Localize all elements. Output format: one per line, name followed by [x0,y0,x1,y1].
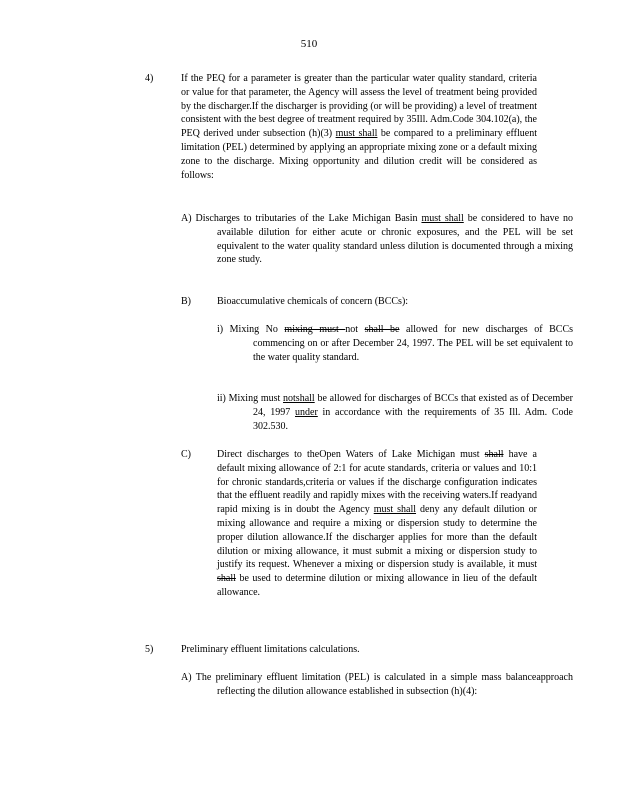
item-4a-paragraph [181,212,573,267]
item-4b-ii-inserted-under: under [295,406,318,418]
item-4c-text-a: Direct discharges to theOpen Waters of Lake Michigan must [217,449,485,460]
item-4a-text-a: Discharges to tributaries of the Lake Michigan Basin [195,213,422,224]
item-4b-i-deleted-shall-be: shall be [364,324,400,335]
item-5a-paragraph [181,671,573,699]
item-4b-i-text-b: not [345,324,365,335]
item-4c-label: C) [181,449,191,460]
item-4c-paragraph [217,448,537,600]
item-4c-text-d: be used to determine dilution or mixing allowance in lieu of the default allowance. [217,573,537,598]
item-4-paragraph [181,72,537,182]
item-4b-i-paragraph [217,323,573,364]
item-5-number: 5) [145,644,154,655]
item-4c-deleted-shall-1: shall [484,449,504,460]
item-4b-i-label: i) [217,324,224,335]
item-4c-text-c: deny any default dilution or mixing allowance and require a mixing or dispersion study to determine the proper dilution allowance.If the discharger applies for more than the default dilution or mixing allowance, it must submit a mixing or dispersion study to justify its request. Whenever a mixing or dispersion study is available, it must [217,504,537,571]
item-4c-deleted-shall-2: shall [217,573,236,585]
item-4b-ii-inserted: notshall [283,393,315,404]
item-4b-i-text-a: Mixing No [229,324,285,335]
item-4b-ii-label: ii) [217,393,226,404]
item-4b-i-deleted-mixing-must: mixing must [284,324,346,335]
item-4b-ii-paragraph [217,392,573,433]
item-4a-inserted-shall: must shall [421,213,464,224]
item-4c-inserted-must: must shall [373,504,417,516]
item-4b-label: B) [181,296,191,307]
page-number: 510 [300,38,318,50]
item-4a-text-b: be considered to have no available dilution for either acute or chronic exposures, and the PEL will be set equivalent to the water quality standard unless dilution is documented through a mixing zone study. [217,213,573,266]
item-4b-heading: Bioaccumulative chemicals of concern (BCCs): [217,296,409,307]
item-4-number: 4) [145,73,154,84]
item-4-text-b: be compared to a preliminary effluent limitation (PEL) determined by applying an appropriate mixing zone or a default mixing zone to the discharge. Mixing opportunity and dilution credit will be considered as follows: [181,128,537,181]
item-4-inserted-shall: must shall [335,128,378,140]
item-5-heading: Preliminary effluent limitations calculations. [181,644,360,655]
item-4b-i-text-c: allowed for new discharges of BCCs commencing on or after December 24, 1997. The PEL will be set equivalent to the water quality standard. [253,324,574,363]
item-4-text-a: If the PEQ for a parameter is greater than the particular water quality standard, criteria or value for that parameter, the Agency will assess the level of treatment being provided by the discharger.If the discharger is providing (or will be providing) a level of treatment consistent with the best degree of treatment required by 35Ill. Adm.Code 304.102(a), the PEQ derived under subsection (h)(3) [181,73,537,140]
item-4b-ii-text-a: Mixing must [228,393,284,404]
item-4a-label: A) [181,213,192,224]
item-4c-text-b: have a default mixing allowance of 2:1 for acute standards, criteria or values and 10:1 for chronic standards,criteria or values if the discharge configuration indicates that the effluent readily and rapidly mixes with the receiving waters.If readyand rapid mixing is in doubt the Agency [217,449,537,516]
item-4b-ii-text-c: in accordance with the requirements of 35 Ill. Adm. Code 302.530. [253,406,573,432]
item-5a-text: The preliminary effluent limitation (PEL) is calculated in a simple mass balanceapproach reflecting the dilution allowance established in subsection (h)(4): [195,672,573,697]
item-4b-ii-text-b: be allowed for discharges of BCCs that existed as of December 24, 1997 [253,393,573,418]
item-5a-label: A) [181,672,192,683]
